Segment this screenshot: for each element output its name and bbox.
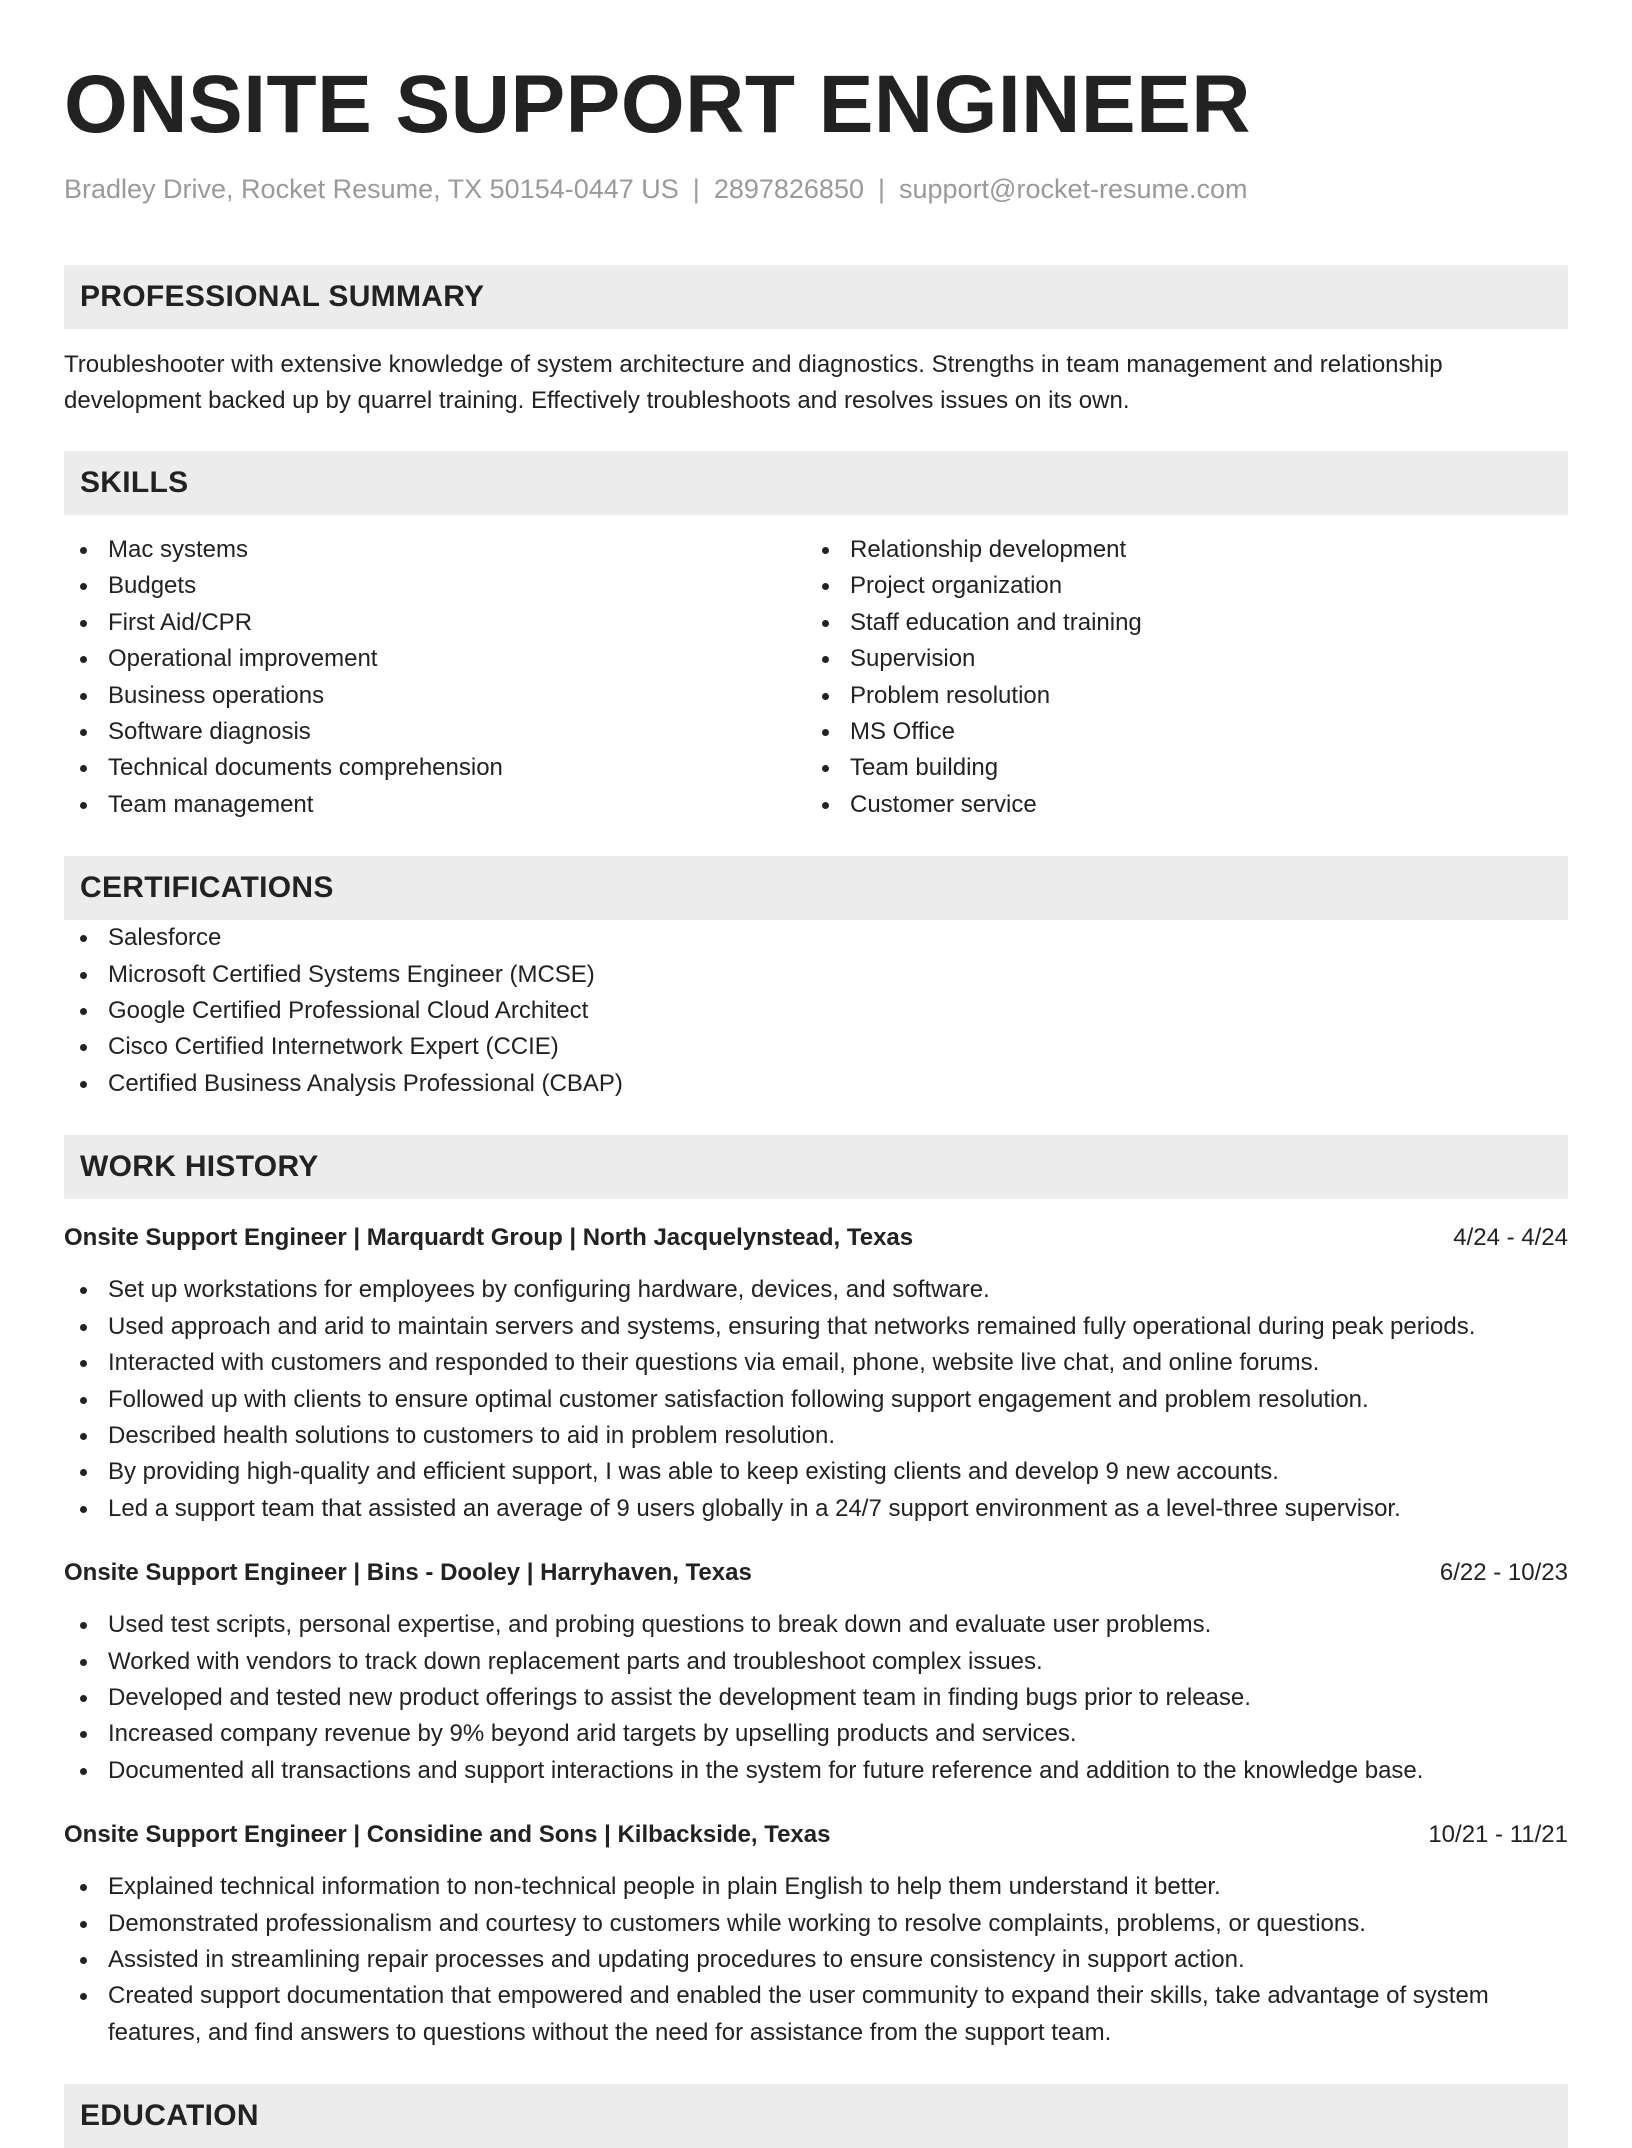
- skill-item: Problem resolution: [806, 678, 1548, 714]
- job-bullet: Interacted with customers and responded to their questions via email, phone, website live chat, and online forums.: [64, 1345, 1568, 1381]
- skills-list-left: [64, 532, 806, 823]
- job-bullet: Assisted in streamlining repair processes and updating procedures to ensure consistency in support action.: [64, 1942, 1568, 1978]
- contact-separator: |: [692, 174, 700, 204]
- certification-item: Salesforce: [64, 920, 1568, 956]
- job-bullet: Demonstrated professionalism and courtesy to customers while working to resolve complaints, problems, or questions.: [64, 1906, 1568, 1942]
- work-history-heading: WORK HISTORY: [64, 1135, 1568, 1199]
- contact-phone: 2897826850: [713, 174, 864, 204]
- job-header: [64, 1555, 1568, 1591]
- contact-email: support@rocket-resume.com: [899, 174, 1248, 204]
- job-title: Onsite Support Engineer | Considine and Sons | Kilbackside, Texas: [64, 1821, 831, 1849]
- job-dates: 10/21 - 11/21: [1428, 1821, 1568, 1849]
- skills-columns: [64, 532, 1568, 823]
- skills-list-right: [806, 532, 1548, 823]
- job-header: [64, 1817, 1568, 1853]
- skill-item: Business operations: [64, 678, 806, 714]
- job-title: Onsite Support Engineer | Bins - Dooley | Harryhaven, Texas: [64, 1559, 752, 1587]
- job-bullet: Explained technical information to non-technical people in plain English to help them understand it better.: [64, 1869, 1568, 1905]
- skill-item: Customer service: [806, 787, 1548, 823]
- skill-item: Project organization: [806, 568, 1548, 604]
- job-bullet: Set up workstations for employees by configuring hardware, devices, and software.: [64, 1272, 1568, 1308]
- skill-item: Relationship development: [806, 532, 1548, 568]
- certification-item: Google Certified Professional Cloud Architect: [64, 993, 1568, 1029]
- job-dates: 6/22 - 10/23: [1439, 1559, 1568, 1587]
- education-heading: EDUCATION: [64, 2084, 1568, 2148]
- job-bullet: Created support documentation that empowered and enabled the user community to expand their skills, take advantage of system features, and find answers to questions without the need for assistance from the support team.: [64, 1978, 1568, 2051]
- job-bullets: [64, 1869, 1568, 2051]
- job-bullet: Led a support team that assisted an average of 9 users globally in a 24/7 support environment as a level-three supervisor.: [64, 1491, 1568, 1527]
- skill-item: MS Office: [806, 714, 1548, 750]
- job-bullet: Developed and tested new product offerings to assist the development team in finding bugs prior to release.: [64, 1680, 1568, 1716]
- job-bullet: Used approach and arid to maintain servers and systems, ensuring that networks remained fully operational during peak periods.: [64, 1309, 1568, 1345]
- job-bullet: Used test scripts, personal expertise, and probing questions to break down and evaluate user problems.: [64, 1607, 1568, 1643]
- job-bullet: Worked with vendors to track down replacement parts and troubleshoot complex issues.: [64, 1644, 1568, 1680]
- job-title: Onsite Support Engineer | Marquardt Group | North Jacquelynstead, Texas: [64, 1224, 914, 1252]
- skill-item: Software diagnosis: [64, 714, 806, 750]
- certifications-heading: CERTIFICATIONS: [64, 856, 1568, 920]
- contact-line: [64, 172, 1568, 206]
- skill-item: Staff education and training: [806, 605, 1548, 641]
- skill-item: Budgets: [64, 568, 806, 604]
- skill-item: Technical documents comprehension: [64, 750, 806, 786]
- job-bullets: [64, 1272, 1568, 1527]
- skill-item: Team management: [64, 787, 806, 823]
- skill-item: Team building: [806, 750, 1548, 786]
- job-entry: [64, 1555, 1568, 1789]
- certification-item: Cisco Certified Internetwork Expert (CCIE): [64, 1029, 1568, 1065]
- contact-separator: |: [877, 174, 885, 204]
- summary-heading: PROFESSIONAL SUMMARY: [64, 265, 1568, 329]
- skill-item: Supervision: [806, 641, 1548, 677]
- skills-heading: SKILLS: [64, 451, 1568, 515]
- certifications-list: [64, 920, 1568, 1102]
- job-bullet: Described health solutions to customers to aid in problem resolution.: [64, 1418, 1568, 1454]
- job-bullet: Followed up with clients to ensure optimal customer satisfaction following support engagement and problem resolution.: [64, 1382, 1568, 1418]
- job-entry: [64, 1220, 1568, 1527]
- skill-item: Operational improvement: [64, 641, 806, 677]
- certification-item: Certified Business Analysis Professional (CBAP): [64, 1066, 1568, 1102]
- job-bullets: [64, 1607, 1568, 1789]
- job-bullet: Documented all transactions and support interactions in the system for future reference and addition to the knowledge base.: [64, 1753, 1568, 1789]
- job-dates: 4/24 - 4/24: [1453, 1224, 1568, 1252]
- job-bullet: By providing high-quality and efficient support, I was able to keep existing clients and develop 9 new accounts.: [64, 1454, 1568, 1490]
- contact-address: Bradley Drive, Rocket Resume, TX 50154-0447 US: [64, 174, 679, 204]
- job-header: [64, 1220, 1568, 1256]
- summary-text: Troubleshooter with extensive knowledge of system architecture and diagnostics. Strengths in team management and relationship development backed up by quarrel training. Effectively troubleshoots and resolves issues on its own.: [64, 351, 1443, 414]
- certification-item: Microsoft Certified Systems Engineer (MCSE): [64, 957, 1568, 993]
- job-bullet: Increased company revenue by 9% beyond arid targets by upselling products and services.: [64, 1716, 1568, 1752]
- resume-page: [64, 0, 1568, 2148]
- job-entry: [64, 1817, 1568, 2051]
- skill-item: First Aid/CPR: [64, 605, 806, 641]
- resume-title: ONSITE SUPPORT ENGINEER: [64, 59, 1252, 150]
- skill-item: Mac systems: [64, 532, 806, 568]
